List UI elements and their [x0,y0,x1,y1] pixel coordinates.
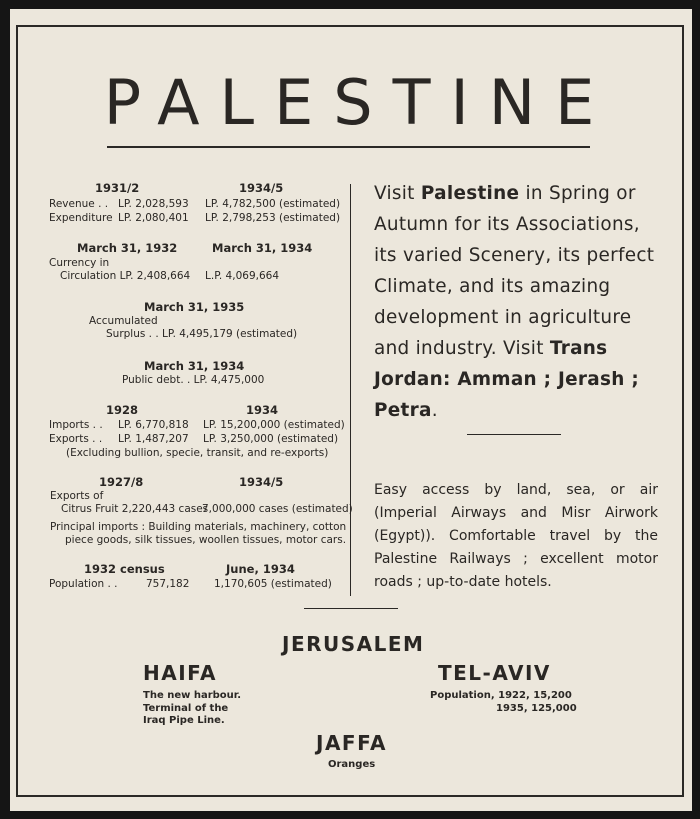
surplus-value: Surplus . . LP. 4,495,179 (estimated) [106,328,298,340]
exports-value: LP. 1,487,207 [118,433,189,445]
revenue-value: LP. 2,028,593 [118,198,189,210]
year-heading: 1934/5 [239,475,284,489]
visit-paragraph: Visit Palestine in Spring or Autumn for its Associations, its varied Scenery, its perfect Climate, and its amazing development in agriculture and industry. Visit Trans Jordan: Amman ; Jerash ; Petra. [374,183,655,421]
date-heading: March 31, 1934 [212,241,313,255]
citrus-value: Citrus Fruit 2,220,443 cases [61,503,209,515]
citrus-estimate: 7,000,000 cases (estimated) [202,503,353,515]
exports-label: Exports . . [49,433,103,445]
city-haifa: HAIFA [143,661,218,685]
population-1934: 1,170,605 (estimated) [214,578,332,590]
tel-aviv-population: Population, 1922, 15,200 [430,690,572,701]
city-jaffa: JAFFA [316,731,387,755]
date-heading: June, 1934 [226,562,295,576]
date-heading: March 31, 1935 [144,300,245,314]
surplus-label: Accumulated [89,315,158,327]
exports-estimate: LP. 3,250,000 (estimated) [203,433,339,445]
year-heading: 1931/2 [95,181,140,195]
year-heading: 1934/5 [239,181,284,195]
jaffa-desc: Oranges [328,759,376,770]
haifa-desc: The new harbour. [143,690,242,701]
trade-note: (Excluding bullion, specie, transit, and re-exports) [66,447,329,459]
imports-value: LP. 6,770,818 [118,419,189,431]
haifa-desc: Iraq Pipe Line. [143,715,225,726]
census-heading: 1932 census [84,562,165,576]
expenditure-estimate: LP. 2,798,253 (estimated) [205,212,341,224]
divider-rule [304,608,398,609]
year-heading: 1927/8 [99,475,144,489]
city-jerusalem: JERUSALEM [282,632,425,656]
column-divider [350,184,351,596]
citrus-label: Exports of [50,490,104,502]
divider-rule [467,434,561,435]
revenue-estimate: LP. 4,782,500 (estimated) [205,198,341,210]
expenditure-value: LP. 2,080,401 [118,212,189,224]
currency-value-1934: L.P. 4,069,664 [205,270,279,282]
year-heading: 1928 [106,403,139,417]
public-debt: Public debt. . LP. 4,475,000 [122,374,265,386]
date-heading: March 31, 1934 [144,359,245,373]
revenue-label: Revenue . . [49,198,109,210]
principal-imports: Principal imports : Building materials, machinery, cotton [50,521,347,533]
population-label: Population . . [49,578,118,590]
population-1932: 757,182 [146,578,190,590]
page-title: PALESTINE [103,66,615,139]
access-paragraph: Easy access by land, sea, or air (Imperial Airways and Misr Airwork (Egypt)). Comfortable travel by the Palestine Railways ; excellent motor roads ; up-to-date hotels. [374,482,658,590]
tel-aviv-population: 1935, 125,000 [496,703,577,714]
title-underline [107,146,590,148]
city-tel-aviv: TEL-AVIV [438,661,551,685]
currency-value: Circulation LP. 2,408,664 [60,270,191,282]
expenditure-label: Expenditure [49,212,113,224]
haifa-desc: Terminal of the [143,703,229,714]
imports-label: Imports . . [49,419,103,431]
imports-estimate: LP. 15,200,000 (estimated) [203,419,345,431]
currency-label: Currency in [49,257,110,269]
date-heading: March 31, 1932 [77,241,178,255]
year-heading: 1934 [246,403,279,417]
principal-imports-cont: piece goods, silk tissues, woollen tissues, motor cars. [65,534,347,546]
